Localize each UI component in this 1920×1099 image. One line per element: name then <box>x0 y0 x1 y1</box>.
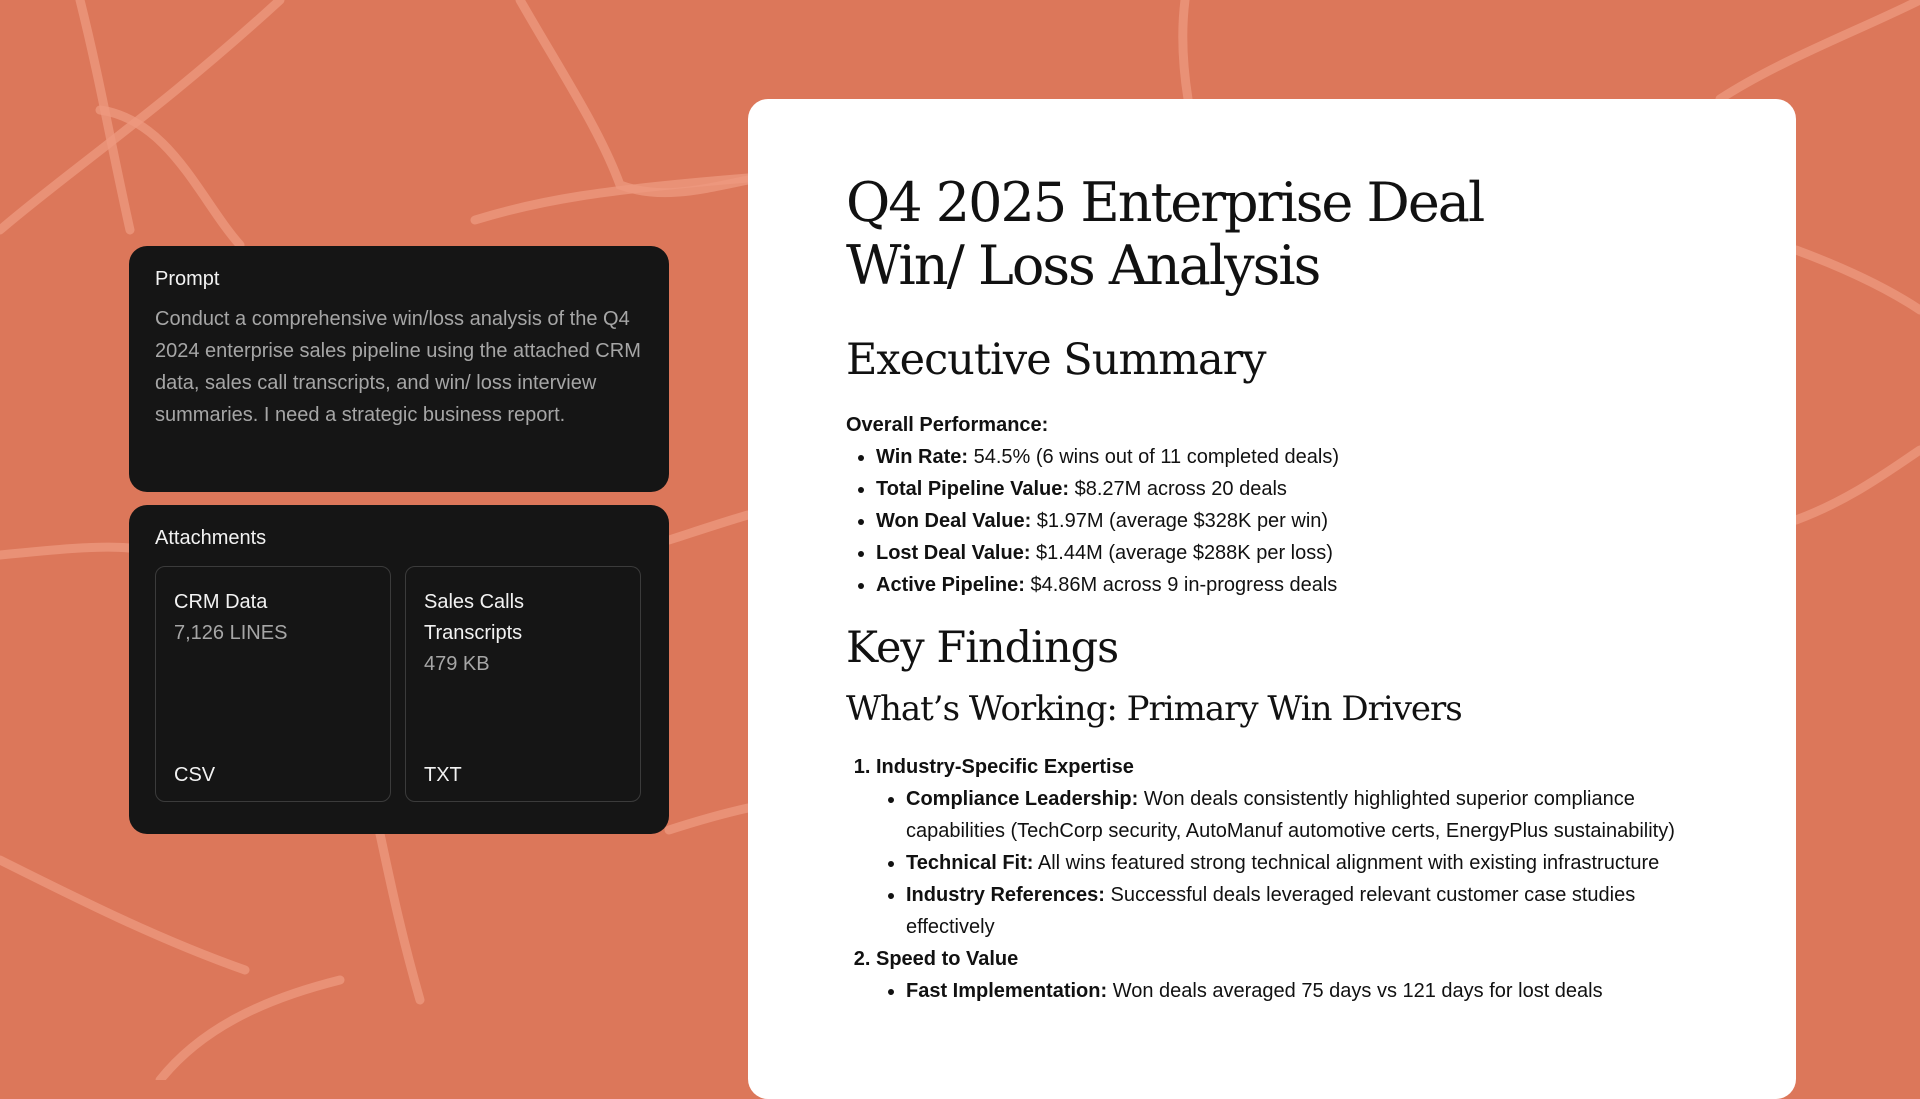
report-document <box>748 99 1796 1099</box>
executive-summary-heading: Executive Summary <box>846 335 1266 385</box>
attachment-sales-calls[interactable] <box>405 566 641 802</box>
overall-performance-label: Overall Performance: <box>846 414 1049 436</box>
file-type: TXT <box>424 764 462 786</box>
finding-item: 1. Industry-Specific Expertise • Compliance Leadership: Won deals consistently highlighted superior compliance capabilities (TechCorp security, AutoManuf automotive certs, EnergyPlus sustainability) • Technical Fit: All wins featured strong technical alignment with existing infrastructure • Industry References: Successful deals leveraged relevant customer case studies effectively <box>876 751 1698 943</box>
list-item: • Won Deal Value: $1.97M (average $328K per win) <box>876 505 1698 537</box>
list-item: • Compliance Leadership: Won deals consistently highlighted superior compliance capabilities (TechCorp security, AutoManuf automotive certs, EnergyPlus sustainability) <box>906 783 1698 847</box>
list-item: • Active Pipeline: $4.86M across 9 in-progress deals <box>876 569 1698 601</box>
file-size: 7,126 LINES <box>174 622 288 644</box>
prompt-text: Conduct a comprehensive win/loss analysis of the Q4 2024 enterprise sales pipeline using the attached CRM data, sales call transcripts, and win/ loss interview summaries. I need a strategic business report. <box>155 308 641 426</box>
attachments-card <box>129 505 669 834</box>
attachment-crm-data[interactable] <box>155 566 391 802</box>
list-item: • Total Pipeline Value: $8.27M across 20 deals <box>876 473 1698 505</box>
file-size: 479 KB <box>424 653 490 675</box>
list-item: • Technical Fit: All wins featured strong technical alignment with existing infrastructure <box>906 847 1698 879</box>
prompt-title: Prompt <box>155 268 220 290</box>
findings-list <box>846 751 1698 1007</box>
file-name: Sales Calls Transcripts <box>424 591 525 644</box>
summary-list <box>846 441 1698 601</box>
attachments-title: Attachments <box>155 527 267 549</box>
finding-item: 2. Speed to Value • Fast Implementation: Won deals averaged 75 days vs 121 days for lost deals <box>876 943 1698 1007</box>
attachment-list <box>155 566 643 802</box>
list-item: • Fast Implementation: Won deals averaged 75 days vs 121 days for lost deals <box>906 975 1698 1007</box>
list-item: • Win Rate: 54.5% (6 wins out of 11 completed deals) <box>876 441 1698 473</box>
file-type: CSV <box>174 764 216 786</box>
list-item: • Lost Deal Value: $1.44M (average $288K per loss) <box>876 537 1698 569</box>
prompt-card <box>129 246 669 492</box>
file-name: CRM Data <box>174 591 268 613</box>
document-title: Q4 2025 Enterprise Deal Win/ Loss Analysis <box>846 171 1484 297</box>
win-drivers-heading: What’s Working: Primary Win Drivers <box>846 689 1462 729</box>
list-item: • Industry References: Successful deals leveraged relevant customer case studies effectively <box>906 879 1698 943</box>
key-findings-heading: Key Findings <box>846 623 1119 673</box>
